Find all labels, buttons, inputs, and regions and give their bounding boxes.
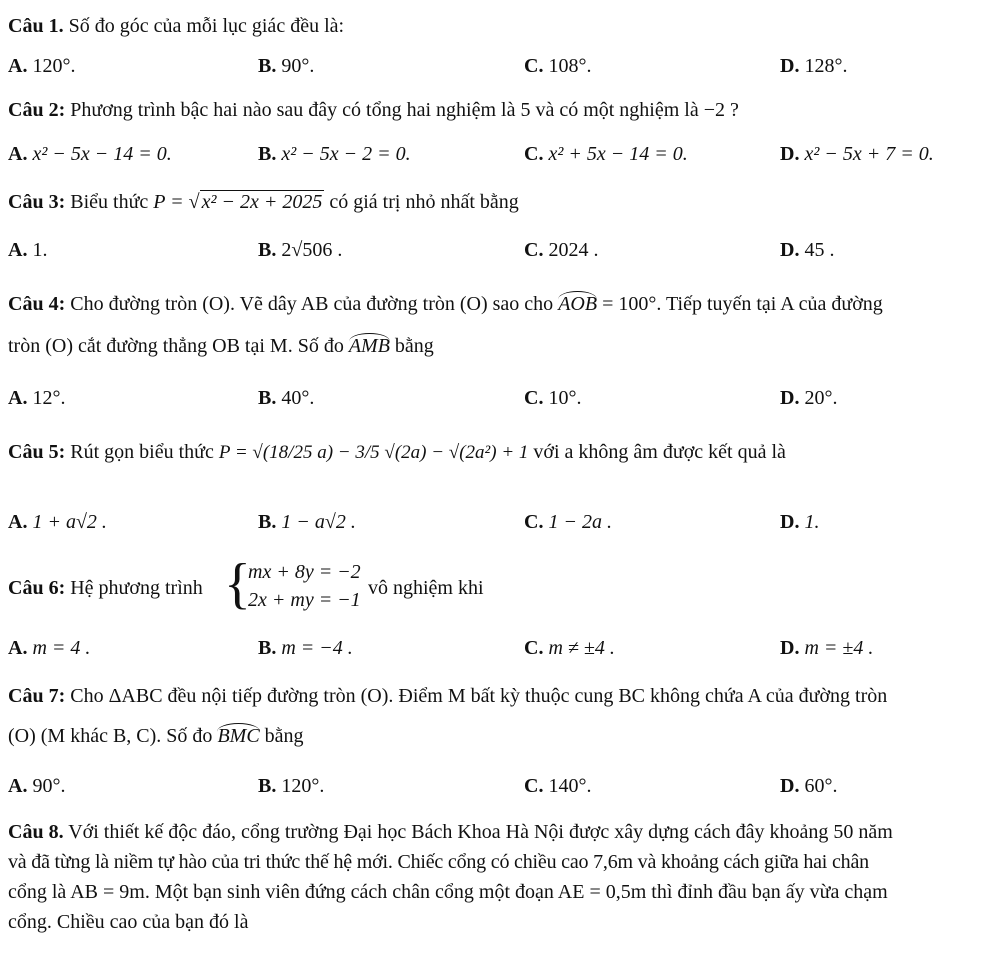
question-6-option-d[interactable]: D. m = ±4 . bbox=[780, 637, 874, 659]
question-8-title: Câu 8. bbox=[8, 821, 64, 843]
question-2-options bbox=[8, 142, 988, 170]
question-4-option-b[interactable]: B. 40°. bbox=[258, 387, 315, 409]
question-2-option-c[interactable]: C. x² + 5x − 14 = 0. bbox=[524, 143, 688, 165]
question-2-option-a[interactable]: A. x² − 5x − 14 = 0. bbox=[8, 143, 172, 165]
question-7-option-b[interactable]: B. 120°. bbox=[258, 775, 325, 797]
question-3-option-a[interactable]: A. 1. bbox=[8, 239, 48, 261]
question-4-arc-aob: AOB bbox=[558, 293, 598, 315]
question-6-option-a[interactable]: A. m = 4 . bbox=[8, 637, 91, 659]
question-4-option-a[interactable]: A. 12°. bbox=[8, 387, 66, 409]
question-4-option-d[interactable]: D. 20°. bbox=[780, 387, 838, 409]
question-2-option-d[interactable]: D. x² − 5x + 7 = 0. bbox=[780, 143, 934, 165]
question-4-title: Câu 4: bbox=[8, 293, 66, 315]
question-5-title: Câu 5: bbox=[8, 441, 66, 463]
question-6-title: Câu 6: bbox=[8, 577, 66, 599]
question-7-option-a[interactable]: A. 90°. bbox=[8, 775, 66, 797]
question-7-option-c[interactable]: C. 140°. bbox=[524, 775, 592, 797]
question-8-stem-line-4: cổng. Chiều cao của bạn đó là bbox=[8, 911, 249, 933]
question-6-equation-1: mx + 8y = −2 bbox=[248, 561, 361, 583]
question-5-option-d[interactable]: D. 1. bbox=[780, 511, 820, 533]
question-6-equation-2: 2x + my = −1 bbox=[248, 589, 361, 611]
question-8-stem-line-3: cổng là AB = 9m. Một bạn sinh viên đứng cách chân cổng một đoạn AE = 0,5m thì đỉnh đầu bạn ấy vừa chạm bbox=[8, 881, 888, 903]
question-3-radicand: x² − 2x + 2025 bbox=[201, 191, 323, 213]
question-7-title: Câu 7: bbox=[8, 685, 66, 707]
question-2-title: Câu 2: bbox=[8, 99, 66, 121]
question-1-text: Số đo góc của mỗi lục giác đều là: bbox=[68, 15, 345, 37]
question-5-stem: Câu 5: Rút gọn biểu thức P = √(18/25 a) − 3/5 √(2a) − √(2a²) + 1 với a không âm được kết quả là bbox=[8, 441, 786, 463]
question-3-option-d[interactable]: D. 45 . bbox=[780, 239, 835, 261]
question-1-option-c[interactable]: C. 108°. bbox=[524, 55, 592, 77]
question-7-arc-bmc: BMC bbox=[217, 725, 260, 747]
question-6-stem: Câu 6: Hệ phương trình { mx + 8y = −2 2x + my = −1 vô nghiệm khi bbox=[8, 553, 484, 615]
question-3-title: Câu 3: bbox=[8, 191, 66, 213]
question-5-option-a[interactable]: A. 1 + a√2 . bbox=[8, 511, 107, 533]
question-5-option-c[interactable]: C. 1 − 2a . bbox=[524, 511, 612, 533]
question-4-arc-amb: AMB bbox=[348, 335, 390, 357]
question-6-option-b[interactable]: B. m = −4 . bbox=[258, 637, 353, 659]
question-1-option-a[interactable]: A. 120°. bbox=[8, 55, 76, 77]
question-7-option-d[interactable]: D. 60°. bbox=[780, 775, 838, 797]
question-7-stem-line-1: Câu 7: Cho ΔABC đều nội tiếp đường tròn (O). Điểm M bất kỳ thuộc cung BC không chứa A của đường tròn bbox=[8, 685, 888, 707]
question-3-stem: Câu 3: Biểu thức P = √ x² − 2x + 2025 có giá trị nhỏ nhất bằng bbox=[8, 191, 519, 213]
question-2-stem bbox=[8, 98, 982, 122]
question-2-option-b[interactable]: B. x² − 5x − 2 = 0. bbox=[258, 143, 411, 165]
question-8-stem-line-2: và đã từng là niềm tự hào của tri thức thế hệ mới. Chiếc cổng có chiều cao 7,6m và khoảng cách giữa hai chân bbox=[8, 851, 869, 873]
question-3-option-c[interactable]: C. 2024 . bbox=[524, 239, 599, 261]
question-4-option-c[interactable]: C. 10°. bbox=[524, 387, 582, 409]
question-4-options bbox=[8, 386, 988, 414]
question-5-option-b[interactable]: B. 1 − a√2 . bbox=[258, 511, 356, 533]
question-6-option-c[interactable]: C. m ≠ ±4 . bbox=[524, 637, 615, 659]
question-7-options bbox=[8, 774, 988, 802]
question-1-stem bbox=[8, 14, 982, 38]
question-7-stem-line-2: (O) (M khác B, C). Số đo BMC bằng bbox=[8, 725, 304, 747]
question-1-option-b[interactable]: B. 90°. bbox=[258, 55, 315, 77]
question-4-stem-line-1: Câu 4: Cho đường tròn (O). Vẽ dây AB của đường tròn (O) sao cho AOB = 100°. Tiếp tuyến tại A của đường bbox=[8, 293, 883, 315]
question-3-option-b[interactable]: B. 2√506 . bbox=[258, 239, 343, 261]
question-1-option-d[interactable]: D. 128°. bbox=[780, 55, 848, 77]
question-4-stem-line-2: tròn (O) cắt đường thẳng OB tại M. Số đo AMB bằng bbox=[8, 335, 434, 357]
question-1-options bbox=[8, 54, 988, 82]
question-2-text: Phương trình bậc hai nào sau đây có tổng hai nghiệm là 5 và có một nghiệm là −2 ? bbox=[70, 99, 739, 121]
question-5-options bbox=[8, 510, 988, 538]
question-5-expression: P = √(18/25 a) − 3/5 √(2a) − √(2a²) + 1 bbox=[218, 442, 529, 463]
sqrt-symbol-icon: √ bbox=[188, 191, 200, 213]
question-1-title: Câu 1. bbox=[8, 15, 64, 37]
question-3-expression-lhs: P = bbox=[153, 191, 184, 213]
question-8-stem-line-1: Câu 8. Với thiết kế độc đáo, cổng trường Đại học Bách Khoa Hà Nội được xây dựng cách đây khoảng 50 năm bbox=[8, 821, 893, 843]
question-6-options bbox=[8, 636, 988, 664]
left-brace-icon: { bbox=[224, 553, 251, 615]
question-3-options bbox=[8, 238, 988, 266]
